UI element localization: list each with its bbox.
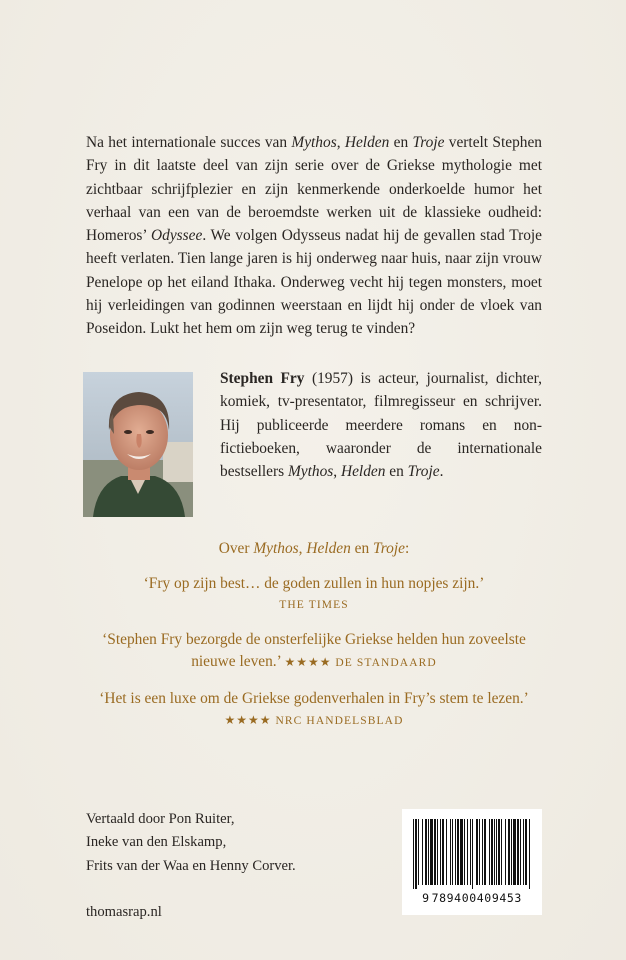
star-rating-icon: ★★★★ (284, 655, 332, 669)
intro-segment: : (404, 540, 410, 557)
quote-text: ‘Stephen Fry bezorgde de onsterfelijke Griekse helden hun zoveelste nieuwe leven.’ (102, 631, 526, 670)
credit-line: Ineke van den Elskamp, (86, 834, 227, 851)
barcode-bar (482, 819, 483, 885)
title-troje: Troje (407, 463, 440, 481)
barcode-bars-icon (413, 819, 531, 889)
barcode-bar (467, 819, 468, 885)
author-photo (83, 372, 193, 517)
blurb-text (86, 131, 542, 341)
barcode-bar (437, 819, 438, 885)
barcode-bar (428, 819, 429, 885)
quotes-intro (86, 538, 542, 560)
barcode-bar (452, 819, 453, 885)
quote-source: THE TIMES (279, 599, 349, 611)
quote-standaard (86, 629, 542, 674)
blurb-segment: Na het internationale succes van (86, 134, 292, 151)
barcode-bar (446, 819, 447, 885)
isbn-lead-digit: 9 (422, 891, 430, 905)
barcode-bar (472, 819, 473, 889)
quote-times (86, 573, 542, 615)
blurb-segment: en (389, 134, 413, 151)
barcode-bar (425, 819, 427, 885)
barcode-bar (511, 819, 512, 885)
title-helden: Helden (344, 134, 390, 151)
barcode-bar (415, 819, 417, 889)
barcode-bar (525, 819, 527, 885)
barcode-bar (520, 819, 521, 885)
barcode-bar (422, 819, 423, 885)
barcode-bar (489, 819, 490, 885)
barcode-bar (442, 819, 444, 885)
barcode-bar (498, 819, 500, 885)
barcode-bar (470, 819, 471, 885)
intro-segment: , (298, 540, 307, 557)
barcode-bar (513, 819, 516, 885)
barcode-bar (455, 819, 456, 885)
barcode-bar (464, 819, 465, 885)
barcode-bar (460, 819, 463, 885)
isbn-barcode (402, 809, 542, 915)
barcode-bar (501, 819, 502, 885)
quote-nrc (86, 688, 542, 731)
barcode-bar (440, 819, 441, 885)
title-helden: Helden (306, 540, 351, 557)
title-mythos: Mythos (291, 134, 337, 151)
blurb-segment: . We volgen Odysseus nadat hij de gevallen stad Troje heeft verlaten. Tien lange jaren is hij onderweg naar huis, naar zijn vrouw Penelope op het eiland Ithaka. Onderweg vecht hij tegen monsters, moet hij verleidingen van godinnen weerstaan en lijdt hij onder de vloek van Poseidon. Lukt het hem om zijn weg terug te vinden? (86, 227, 542, 338)
barcode-bar (434, 819, 436, 885)
barcode-bar (484, 819, 486, 885)
barcode-bar (418, 819, 419, 885)
blurb-segment: vertelt Stephen Fry in dit laatste deel van zijn serie over de Griekse mythologie met zichtbaar schrijfplezier en zijn kenmerkende onderkoelde humor het verhaal van een van de beroemdste werken uit de klassieke oudheid: Homeros’ (86, 134, 542, 245)
title-odyssee: Odyssee (151, 227, 203, 245)
bio-segment: (1957) is acteur, journalist, dichter, komiek, tv-presentator, filmregisseur en schrijver. Hij publiceerde meerdere romans en non-fictieboeken, waaronder de internationale bestsellers (220, 370, 542, 481)
quote-source: NRC HANDELSBLAD (275, 715, 404, 727)
barcode-bar (450, 819, 451, 885)
barcode-bar (457, 819, 459, 885)
title-helden: Helden (340, 463, 386, 481)
title-mythos: Mythos (253, 540, 299, 557)
intro-segment: Over (218, 540, 254, 557)
title-troje: Troje (412, 134, 445, 151)
credit-line: Vertaald door Pon Ruiter, (86, 811, 235, 827)
isbn-group: 409453 (476, 891, 522, 905)
barcode-bar (491, 819, 493, 885)
bio-segment: en (385, 463, 408, 481)
barcode-bar (508, 819, 510, 885)
blurb-segment: , (336, 134, 345, 151)
barcode-bar (479, 819, 480, 885)
barcode-bar (529, 819, 530, 889)
author-name: Stephen Fry (220, 370, 305, 387)
credit-line: Frits van der Waa en Henny Corver. (86, 857, 296, 874)
barcode-bar (476, 819, 478, 885)
author-bio-paragraph (220, 367, 542, 483)
barcode-bar (413, 819, 414, 889)
publisher-website: thomasrap.nl (86, 904, 162, 920)
blurb-paragraph (86, 131, 542, 341)
bio-segment: . (439, 463, 444, 481)
quote-text: ‘Het is een luxe om de Griekse godenverhalen in Fry’s stem te lezen.’ (99, 690, 529, 707)
quote-source: DE STANDAARD (335, 657, 437, 669)
title-mythos: Mythos (287, 463, 334, 481)
author-portrait-illustration (83, 372, 193, 517)
intro-segment: en (350, 540, 374, 557)
barcode-bar (517, 819, 519, 885)
author-bio (220, 367, 542, 483)
title-troje: Troje (373, 540, 405, 557)
barcode-bar (496, 819, 497, 885)
isbn-group: 789400 (431, 891, 477, 905)
barcode-bar (430, 819, 433, 885)
barcode-bar (494, 819, 495, 885)
star-rating-icon: ★★★★ (224, 713, 272, 727)
bio-segment: , (333, 463, 341, 481)
quote-text: ‘Fry op zijn best… de goden zullen in hun nopjes zijn.’ (143, 575, 485, 592)
isbn-number (402, 891, 542, 905)
barcode-bar (523, 819, 524, 885)
press-quotes (86, 538, 542, 745)
translator-credits (86, 808, 386, 878)
barcode-bar (505, 819, 506, 885)
